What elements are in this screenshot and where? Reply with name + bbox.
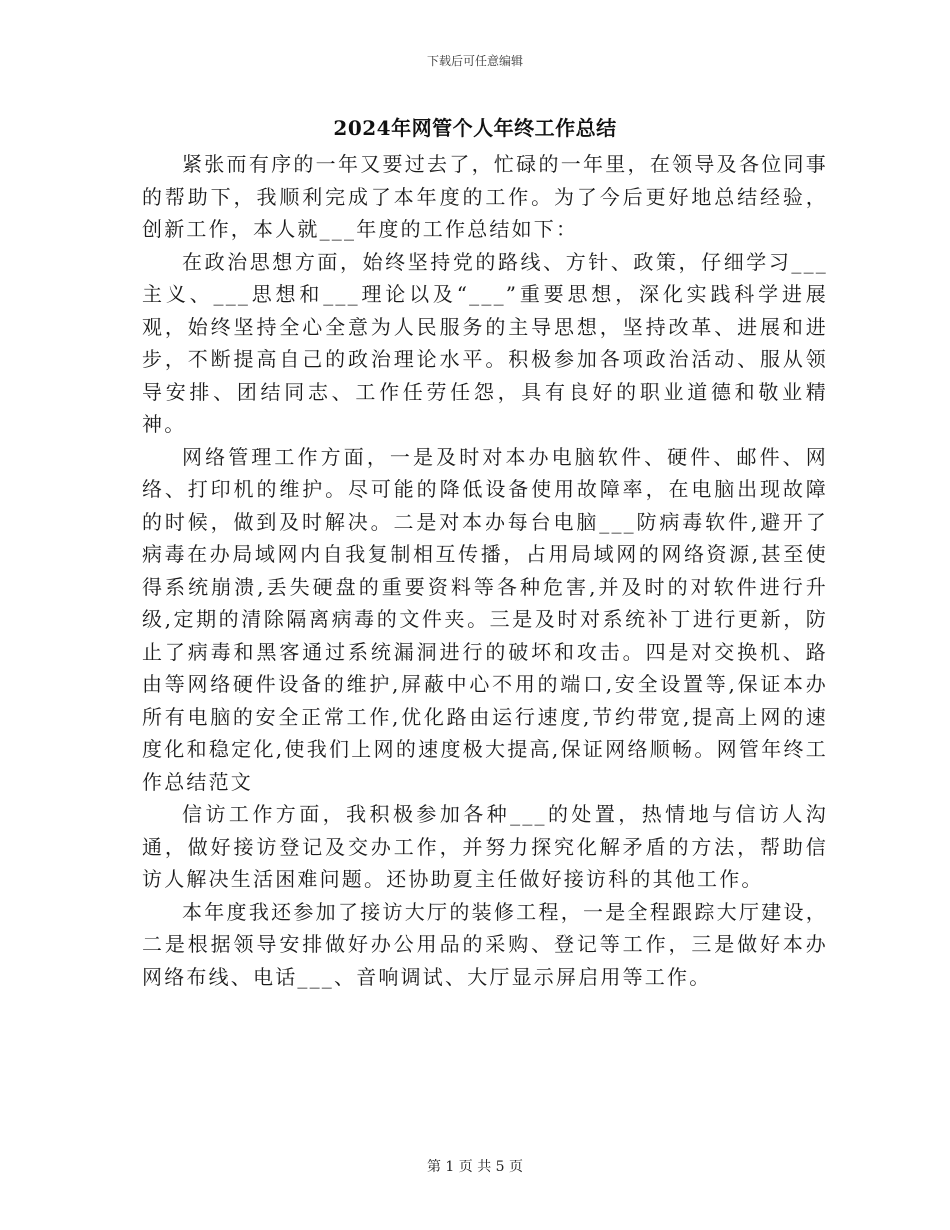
paragraph-political: 在政治思想方面，始终坚持党的路线、方针、政策，仔细学习___主义、___思想和___理论以及“___”重要思想，深化实践科学进展观，始终坚持全心全意为人民服务的主导思想，坚持改革、进展和进步，不断提高自己的政治理论水平。积极参加各项政治活动、服从领导安排、团结同志、工作任劳任怨，具有良好的职业道德和敬业精神。 xyxy=(142,249,828,436)
paragraph-intro: 紧张而有序的一年又要过去了，忙碌的一年里，在领导及各位同事的帮助下，我顺利完成了本年度的工作。为了今后更好地总结经验，创新工作，本人就___年度的工作总结如下： xyxy=(142,152,828,241)
page-number: 第 1 页 共 5 页 xyxy=(426,1159,524,1175)
paragraph-network: 网络管理工作方面，一是及时对本办电脑软件、硬件、邮件、网络、打印机的维护。尽可能的降低设备使用故障率，在电脑出现故障的时候，做到及时解决。二是对本办每台电脑___防病毒软件,避开了病毒在办局域网内自我复制相互传播，占用局域网的网络资源,甚至使得系统崩溃,丢失硬盘的重要资料等各种危害,并及时的对软件进行升级,定期的清除隔离病毒的文件夹。三是及时对系统补丁进行更新，防止了病毒和黑客通过系统漏洞进行的破坏和攻击。四是对交换机、路由等网络硬件设备的维护,屏蔽中心不用的端口,安全设置等,保证本办所有电脑的安全正常工作,优化路由运行速度,节约带宽,提高上网的速度化和稳定化,使我们上网的速度极大提高,保证网络顺畅。网管年终工作总结范文 xyxy=(142,444,828,794)
paragraph-renovation: 本年度我还参加了接访大厅的装修工程，一是全程跟踪大厅建设，二是根据领导安排做好办公用品的采购、登记等工作，三是做好本办网络布线、电话___、音响调试、大厅显示屏启用等工作。 xyxy=(142,899,828,989)
document-body xyxy=(142,148,828,993)
paragraph-petition: 信访工作方面，我积极参加各种___的处置，热情地与信访人沟通，做好接访登记及交办工作，并努力探究化解矛盾的方法，帮助信访人解决生活困难问题。还协助夏主任做好接访科的其他工作。 xyxy=(142,802,828,891)
document-title: 2024年网管个人年终工作总结 xyxy=(333,116,617,140)
header-note: 下载后可任意编辑 xyxy=(426,54,523,68)
